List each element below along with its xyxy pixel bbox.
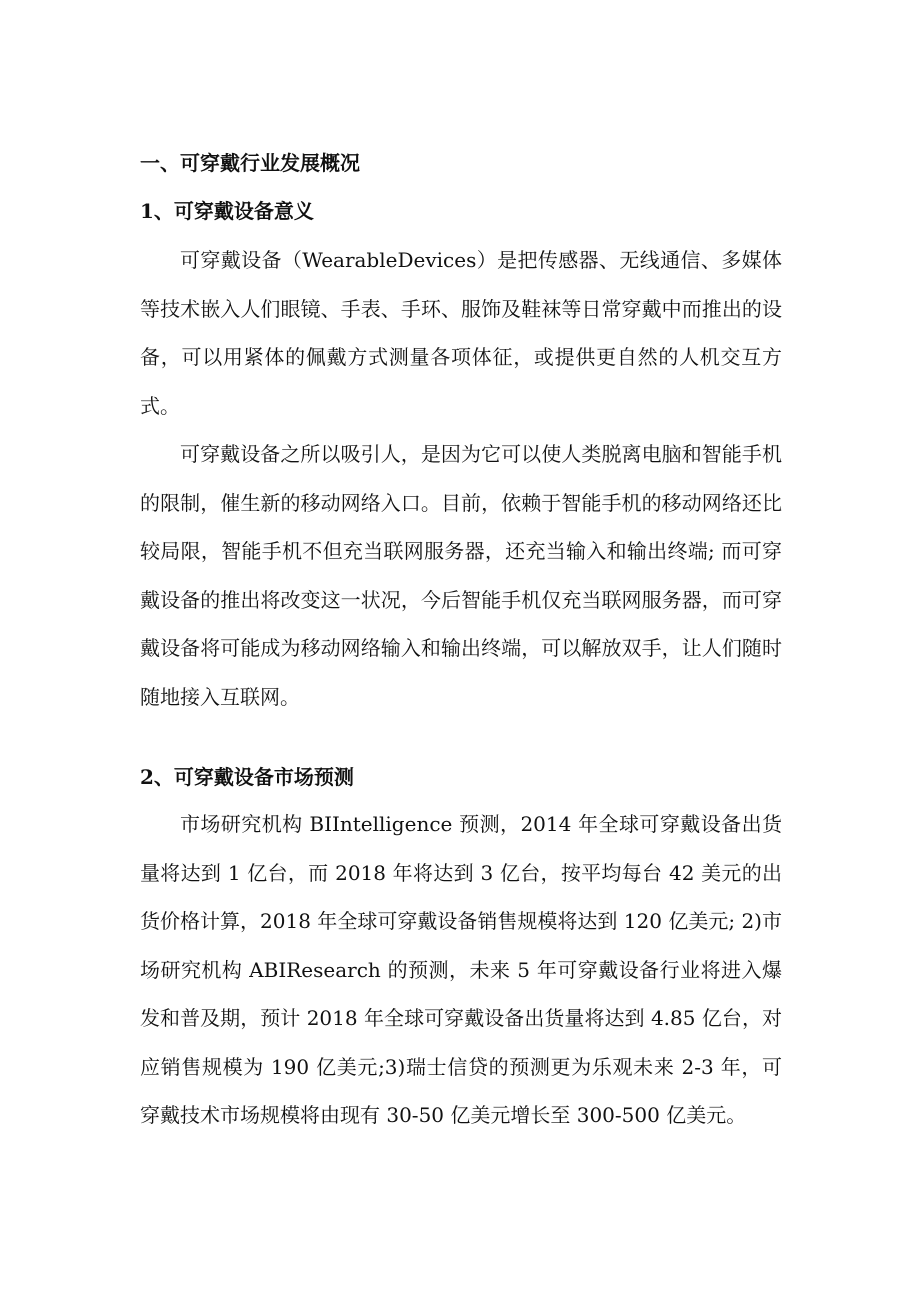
paragraph-wearable-definition: 可穿戴设备（WearableDevices）是把传感器、无线通信、多媒体等技术嵌入人们眼镜、手表、手环、服饰及鞋袜等日常穿戴中而推出的设备，可以用紧体的佩戴方式测量各项体征，或提供更自然的人机交互方式。 [140, 248, 782, 418]
subsection-1-title: 1、可穿戴设备意义 [140, 199, 314, 223]
paragraph-market-forecast: 市场研究机构 BIIntelligence 预测，2014 年全球可穿戴设备出货量将达到 1 亿台，而 2018 年将达到 3 亿台，按平均每台 42 美元的出货价格计算，2018 年全球可穿戴设备销售规模将达到 120 亿美元; 2)市场研究机构 ABIResearch 的预测，未来 5 年可穿戴设备行业将进入爆发和普及期，预计 2018 年全球可穿戴设备出货量将达到 4.85 亿台，对应销售规模为 190 亿美元;3)瑞士信贷的预测更为乐观未来 2-3 年，可穿戴技术市场规模将由现有 30-50 亿美元增长至 300-500 亿美元。 [140, 812, 782, 1127]
paragraph-wearable-appeal: 可穿戴设备之所以吸引人，是因为它可以使人类脱离电脑和智能手机的限制，催生新的移动网络入口。目前，依赖于智能手机的移动网络还比较局限，智能手机不但充当联网服务器，还充当输入和输出终端; 而可穿戴设备的推出将改变这一状况，今后智能手机仅充当联网服务器，而可穿戴设备将可能成为移动网络输入和输出终端，可以解放双手，让人们随时随地接入互联网。 [140, 442, 782, 709]
document-page [140, 140, 782, 1140]
subsection-2-title: 2、可穿戴设备市场预测 [140, 765, 354, 789]
section-title: 一、可穿戴行业发展概况 [140, 151, 360, 175]
